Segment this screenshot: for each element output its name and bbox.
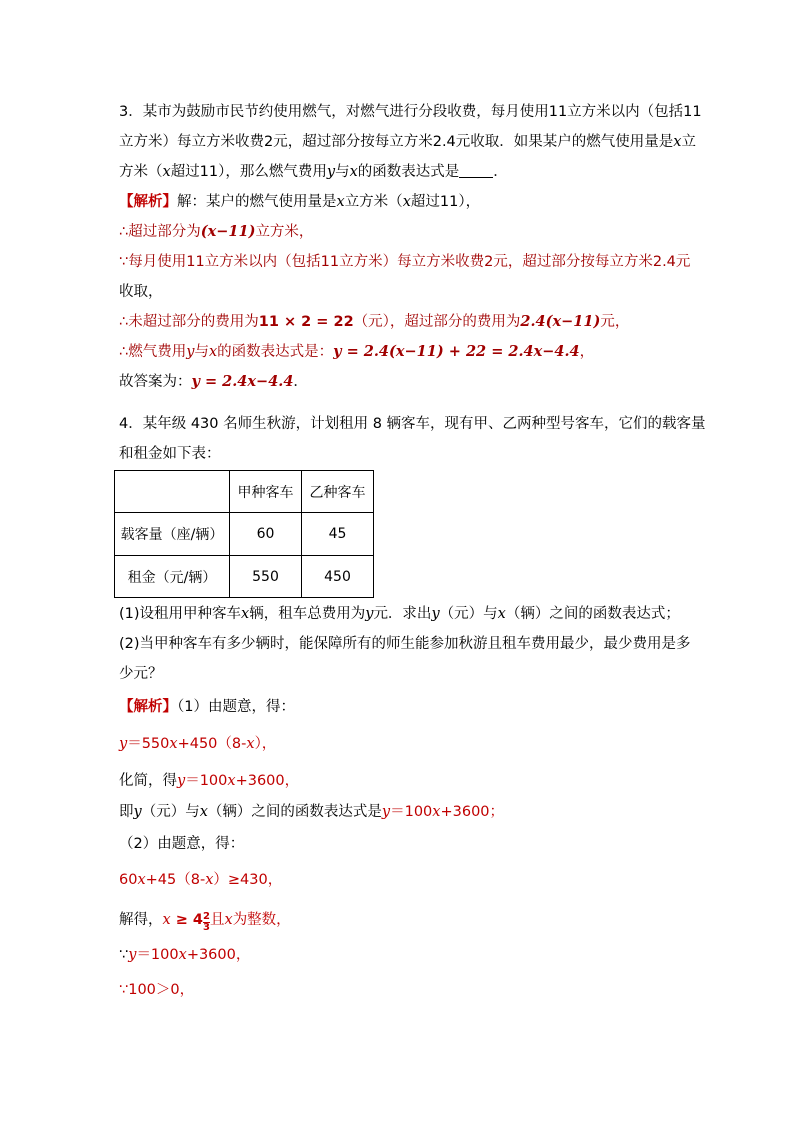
text: ∴未超过部分的费用为 bbox=[119, 314, 259, 330]
text: 方米（ bbox=[119, 164, 163, 180]
text: ． bbox=[493, 164, 508, 180]
math-expression: y = 2.4(x−11) + 22 = 2.4x−4.4 bbox=[333, 343, 580, 360]
var-x: x bbox=[227, 773, 236, 789]
question-3-text-2-end: 立 bbox=[681, 134, 696, 150]
text: +3600； bbox=[440, 804, 505, 820]
table-header-cell: 乙种客车 bbox=[302, 471, 374, 513]
var-y: y bbox=[326, 164, 336, 180]
question-3-line-3 bbox=[119, 162, 508, 182]
text: +3600， bbox=[186, 947, 251, 963]
var-x: x bbox=[402, 194, 411, 210]
text: 的函数表达式是： bbox=[217, 344, 334, 360]
text: ＝100 bbox=[390, 804, 433, 820]
table-cell: 45 bbox=[302, 513, 374, 556]
var-x: x bbox=[432, 804, 441, 820]
solution-4-line-3 bbox=[119, 771, 299, 791]
text: （元），超过部分的费用为 bbox=[353, 314, 521, 330]
var-x: x bbox=[224, 912, 233, 928]
solution-3-line-1 bbox=[119, 192, 480, 212]
solution-3-line-4 bbox=[119, 282, 163, 302]
var-y: y bbox=[133, 804, 142, 820]
table-row bbox=[115, 556, 374, 598]
solution-4-line-8 bbox=[119, 945, 250, 965]
text: 超过11），那么燃气费用 bbox=[170, 164, 327, 180]
text: 立方米， bbox=[255, 224, 314, 240]
math-expression: 11 × 2 = 22 bbox=[258, 314, 354, 330]
var-x: x bbox=[199, 804, 208, 820]
text: 即 bbox=[119, 804, 134, 820]
text: 辆，租车总费用为 bbox=[249, 606, 366, 622]
text: ）， bbox=[254, 736, 277, 752]
text: （1）由题意，得： bbox=[177, 699, 295, 715]
text: +450（8- bbox=[177, 736, 247, 752]
text: ∵100＞0， bbox=[119, 982, 195, 998]
var-x: x bbox=[162, 912, 171, 928]
analysis-tag: 【解析】 bbox=[119, 194, 177, 210]
table-cell: 450 bbox=[302, 556, 374, 598]
var-y: y bbox=[128, 947, 137, 963]
text: 解：某户的燃气使用量是 bbox=[177, 194, 337, 210]
text: +45（8- bbox=[145, 872, 206, 888]
fraction-numerator: 2 bbox=[203, 911, 210, 922]
var-y: y bbox=[119, 736, 128, 752]
text: ∵ bbox=[119, 947, 129, 963]
text: ， bbox=[579, 344, 595, 360]
var-x: x bbox=[162, 164, 171, 180]
solution-4-line-9 bbox=[119, 980, 194, 1000]
solution-3-line-6 bbox=[119, 342, 594, 362]
question-4-part-2-line-2 bbox=[119, 664, 163, 684]
var-y: y bbox=[381, 804, 391, 820]
text: (2)当甲种客车有多少辆时，能保障所有的师生能参加秋游且租车费用最少，最少费用是多 bbox=[119, 636, 691, 652]
var-x: x bbox=[246, 736, 255, 752]
question-3-text-2: 立方米）每立方米收费2元，超过部分按每立方米2.4元收取．如果某户的燃气使用量是 bbox=[119, 134, 674, 150]
text: 为整数， bbox=[232, 912, 291, 928]
solution-4-line-4 bbox=[119, 802, 504, 822]
table-row bbox=[115, 513, 374, 556]
table-header-cell bbox=[115, 471, 230, 513]
text: ＝100 bbox=[136, 947, 179, 963]
text: 4．某年级 430 名师生秋游，计划租用 8 辆客车，现有甲、乙两种型号客车，它们的载客量 bbox=[119, 416, 706, 432]
text: （元）与 bbox=[439, 606, 498, 622]
table-cell: 载客量（座/辆） bbox=[115, 513, 230, 556]
solution-3-line-2 bbox=[119, 222, 313, 242]
text: 立方米（ bbox=[344, 194, 403, 210]
question-3-line-2 bbox=[119, 132, 696, 152]
table-cell: 租金（元/辆） bbox=[115, 556, 230, 598]
text: 的函数表达式是 bbox=[357, 164, 460, 180]
question-4-line-1 bbox=[119, 414, 706, 434]
solution-4-line-5 bbox=[119, 834, 244, 854]
var-y: y bbox=[186, 344, 195, 360]
var-y: y bbox=[177, 773, 186, 789]
bus-table bbox=[114, 470, 374, 598]
text: 且 bbox=[210, 912, 225, 928]
text: ． bbox=[293, 374, 308, 390]
fraction-denominator: 3 bbox=[203, 922, 210, 933]
text: 与 bbox=[335, 164, 350, 180]
var-x: x bbox=[178, 947, 187, 963]
text: （2）由题意，得： bbox=[119, 836, 245, 852]
question-4-part-2-line-1 bbox=[119, 634, 691, 654]
text: （辆）之间的函数表达式是 bbox=[207, 804, 382, 820]
text: +3600， bbox=[235, 773, 300, 789]
var-x: x bbox=[241, 606, 250, 622]
analysis-tag: 【解析】 bbox=[119, 699, 177, 715]
text: ∵每月使用11立方米以内（包括11立方米）每立方米收费2元，超过部分按每立方米2.4元 bbox=[119, 254, 691, 270]
text: ）≥430， bbox=[213, 872, 283, 888]
math-expression: (x−11) bbox=[200, 223, 256, 240]
fraction bbox=[203, 912, 210, 933]
text: 元．求出 bbox=[373, 606, 432, 622]
math-expression: 2.4(x−11) bbox=[520, 313, 601, 330]
math-expression: ≥ 4 bbox=[170, 912, 204, 928]
var-x: x bbox=[208, 344, 218, 360]
text: ＝100 bbox=[185, 773, 228, 789]
table-cell: 60 bbox=[230, 513, 302, 556]
solution-3-line-7 bbox=[119, 372, 308, 392]
question-4-line-2 bbox=[119, 444, 221, 464]
var-x: x bbox=[673, 134, 682, 150]
solution-4-line-6 bbox=[119, 870, 282, 890]
text: 和租金如下表： bbox=[119, 446, 221, 462]
text: ∴燃气费用 bbox=[119, 344, 187, 360]
answer-blank bbox=[459, 163, 493, 178]
text: 与 bbox=[194, 344, 209, 360]
text: 超过11）， bbox=[410, 194, 481, 210]
question-3-text-1: 3．某市为鼓励市民节约使用燃气，对燃气进行分段收费，每月使用11立方米以内（包括11 bbox=[119, 104, 702, 120]
solution-4-line-2 bbox=[119, 734, 276, 754]
text: 解得， bbox=[119, 912, 163, 928]
solution-3-line-5 bbox=[119, 312, 629, 332]
var-x: x bbox=[349, 164, 358, 180]
var-x: x bbox=[497, 606, 506, 622]
var-y: y bbox=[365, 606, 374, 622]
var-x: x bbox=[336, 194, 345, 210]
solution-4-line-7 bbox=[119, 910, 291, 933]
text: （元）与 bbox=[141, 804, 200, 820]
question-3-line-1 bbox=[119, 102, 702, 122]
text: (1)设租用甲种客车 bbox=[119, 606, 242, 622]
var-x: x bbox=[205, 872, 214, 888]
text: ∴超过部分为 bbox=[119, 224, 201, 240]
table-cell: 550 bbox=[230, 556, 302, 598]
text: 故答案为： bbox=[119, 374, 192, 390]
text: （辆）之间的函数表达式； bbox=[505, 606, 680, 622]
text: 收取， bbox=[119, 284, 163, 300]
solution-4-line-1 bbox=[119, 697, 295, 717]
table-header-cell: 甲种客车 bbox=[230, 471, 302, 513]
math-expression: y = 2.4x−4.4 bbox=[191, 373, 294, 390]
table-header-row bbox=[115, 471, 374, 513]
text: ＝550 bbox=[127, 736, 170, 752]
text: 少元？ bbox=[119, 666, 163, 682]
solution-3-line-3 bbox=[119, 252, 690, 272]
var-x: x bbox=[137, 872, 146, 888]
var-x: x bbox=[169, 736, 178, 752]
text: 化简，得 bbox=[119, 773, 177, 789]
text: 60 bbox=[119, 872, 138, 888]
question-4-part-1 bbox=[119, 604, 680, 624]
text: 元， bbox=[600, 314, 630, 330]
var-y: y bbox=[431, 606, 440, 622]
